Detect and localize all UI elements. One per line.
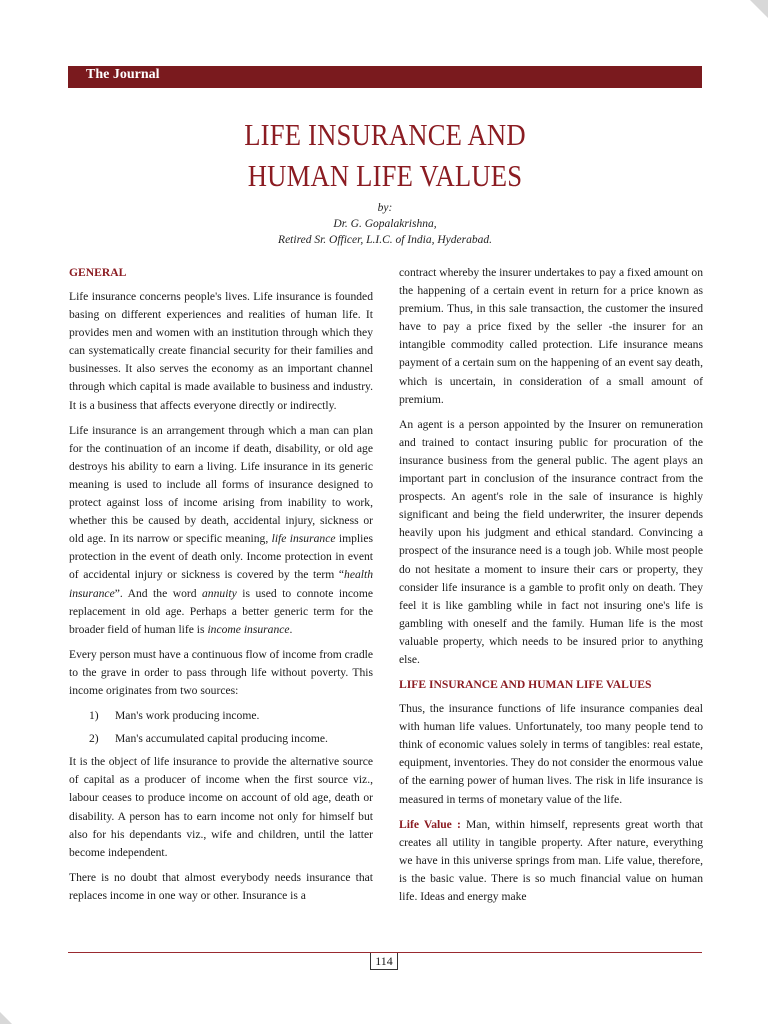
byline-author: Dr. G. Gopalakrishna, xyxy=(333,218,437,230)
byline-by: by: xyxy=(377,202,393,214)
left-column xyxy=(69,264,373,912)
journal-label: The Journal xyxy=(86,67,160,82)
paragraph: Life insurance concerns people's lives. Life insurance is founded basing on different experiences and realities of human life. It provides men and women with an institution through which they can systematically create financial security for their families and businesses. It also serves the economy as an important channel through which capital is made available to business and industry. It is a business that affects everyone directly or indirectly. xyxy=(69,290,373,412)
page-number: 114 xyxy=(370,953,398,970)
byline-affiliation: Retired Sr. Officer, L.I.C. of India, Hyderabad. xyxy=(278,234,492,246)
paragraph: Every person must have a continuous flow of income from cradle to the grave in order to pass through life without poverty. This income originates from two sources: xyxy=(69,647,373,697)
section-heading-life-values: LIFE INSURANCE AND HUMAN LIFE VALUES xyxy=(399,678,652,692)
paragraph: An agent is a person appointed by the Insurer on remuneration and trained to contact insuring public for procuration of the insurance business from the general public. The agent plays an important part in conclusion of the insurance contract from the prospects. An agent's role in the sale of insurance is highly significant and being the field underwriter, the insurer depends heavily upon his judgment and ethical standard. Convincing a prospect of the insurance need is a tough job. While most people do not hesitate a moment to insure their cars or property, they consider life insurance is a gamble to profit only on death. They feel it is like gambling while in fact not insuring one's life is gambling with oneself and the family. Human life is the most valuable property, which needs to be insured prior to anything else. xyxy=(399,417,703,666)
right-column xyxy=(399,264,703,913)
list-item xyxy=(69,707,373,725)
list-text: Man's accumulated capital producing income. xyxy=(115,732,328,746)
paragraph: contract whereby the insurer undertakes to pay a fixed amount on the happening of a certain event in return for a price known as premium. Thus, in this sale transaction, the customer the insured have to pay a price fixed by the seller -the insurer for an intangible commodity called protection. Life insurance means payment of a certain sum on the happening of an event say death, which is uncertain, in consideration of a small amount of premium. xyxy=(399,266,703,406)
list-number: 1) xyxy=(89,709,99,723)
list-item xyxy=(69,730,373,748)
article-title xyxy=(112,114,657,196)
paragraph: There is no doubt that almost everybody needs insurance that replaces income in one way or other. Insurance is a xyxy=(69,870,373,902)
life-value-lead: Life Value : xyxy=(399,817,461,831)
page-corner-fold-bottom xyxy=(0,1012,12,1024)
paragraph: Life Value : Man, within himself, represents great worth that creates all utility in tangible property. After nature, everything we have in this universe springs from man. Life value, therefore, is the basic value. There is so much financial value on human life. Ideas and energy make xyxy=(399,817,703,903)
section-heading-general: GENERAL xyxy=(69,266,127,279)
paragraph: Thus, the insurance functions of life insurance companies deal with human life values. Unfortunately, too many people tend to think of economic values solely in terms of tangibles: real estate, equipment, inventories. They do not consider the enormous value of the earning power of human lives. The risk in life insurance is measured in terms of monetary value of the life. xyxy=(399,702,703,806)
page-corner-fold xyxy=(750,0,768,18)
paragraph: It is the object of life insurance to provide the alternative source of capital as a producer of income when the first source viz., labour ceases to produce income on account of old age, death or disability. A person has to earn income not only for himself but also for his dependants viz., wife and children, until the latter become independent. xyxy=(69,755,373,859)
paragraph: Life insurance is an arrangement through which a man can plan for the continuation of an income if death, disability, or old age destroys his ability to earn a living. Life insurance in its generic meaning is used to include all forms of insurance designed to protect against loss of income arising from inability to work, whether this be caused by death, accidental injury, sickness or old age. In its narrow or specific meaning, life insurance implies protection in the event of death only. Income protection in event of accidental injury or sickness is covered by the term “health insurance”. And the word annuity is used to connote income replacement in old age. Perhaps a better generic term for the broader field of human life is income insurance. xyxy=(69,423,373,636)
journal-header-bar xyxy=(68,66,702,88)
title-line-2: HUMAN LIFE VALUES xyxy=(247,158,523,193)
title-line-1: LIFE INSURANCE AND xyxy=(244,117,526,152)
list-text: Man's work producing income. xyxy=(115,709,260,723)
list-number: 2) xyxy=(89,732,99,746)
byline xyxy=(68,200,702,248)
